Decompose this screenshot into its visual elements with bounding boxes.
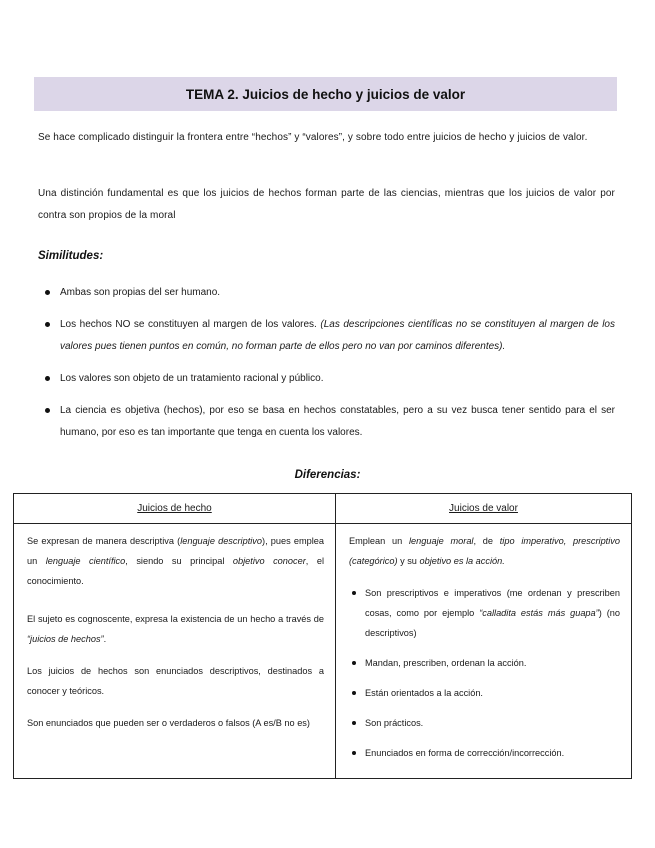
cell-juicios-de-hecho bbox=[14, 524, 336, 779]
hecho-paragraph-2: El sujeto es cognoscente, expresa la existencia de un hecho a través de “juicios de hechos”. bbox=[27, 614, 324, 644]
valor-list bbox=[349, 583, 620, 763]
similitudes-list bbox=[38, 282, 615, 454]
list-item: Los valores son objeto de un tratamiento racional y público. bbox=[38, 368, 615, 390]
column-header-valor: Juicios de valor bbox=[336, 494, 632, 524]
list-item: Son prescriptivos e imperativos (me ordenan y prescriben cosas, como por ejemplo “calladita estás más guapa”) (no descriptivos) bbox=[349, 583, 620, 643]
similitudes-heading: Similitudes: bbox=[38, 250, 104, 262]
list-item: Ambas son propias del ser humano. bbox=[38, 282, 615, 304]
intro-paragraph-2: Una distinción fundamental es que los juicios de hechos forman parte de las ciencias, mientras que los juicios de valor por contra son propios de la moral bbox=[38, 188, 615, 221]
list-item: Los hechos NO se constituyen al margen de los valores. (Las descripciones científicas no se constituyen al margen de los valores pues tienen puntos en común, no forman parte de ellos pero no van por caminos diferentes). bbox=[38, 314, 615, 358]
hecho-paragraph-4: Son enunciados que pueden ser o verdaderos o falsos (A es/B no es) bbox=[27, 718, 310, 728]
hecho-paragraph-1: Se expresan de manera descriptiva (lenguaje descriptivo), pues emplea un lenguaje científico, siendo su principal objetivo conocer, el conocimiento. bbox=[27, 536, 325, 586]
list-item: Enunciados en forma de corrección/incorrección. bbox=[349, 743, 620, 763]
document-title: TEMA 2. Juicios de hecho y juicios de valor bbox=[185, 86, 466, 102]
hecho-paragraph-3: Los juicios de hechos son enunciados descriptivos, destinados a conocer y teóricos. bbox=[27, 666, 324, 696]
diferencias-heading: Diferencias: bbox=[294, 469, 361, 481]
diferencias-table bbox=[13, 493, 632, 779]
intro-paragraph-1: Se hace complicado distinguir la frontera entre “hechos” y “valores”, y sobre todo entre juicios de hecho y juicios de valor. bbox=[38, 132, 588, 143]
list-item: Están orientados a la acción. bbox=[349, 683, 620, 703]
cell-juicios-de-valor bbox=[336, 524, 632, 779]
list-item: Mandan, prescriben, ordenan la acción. bbox=[349, 653, 620, 673]
title-banner bbox=[34, 77, 617, 111]
column-header-hecho: Juicios de hecho bbox=[14, 494, 336, 524]
list-item: Son prácticos. bbox=[349, 713, 620, 733]
valor-paragraph-1: Emplean un lenguaje moral, de tipo imperativo, prescriptivo (categórico) y su objetivo es la acción. bbox=[349, 536, 620, 566]
list-item: La ciencia es objetiva (hechos), por eso se basa en hechos constatables, pero a su vez busca tener sentido para el ser humano, por eso es tan importante que tenga en cuenta los valores. bbox=[38, 400, 615, 444]
